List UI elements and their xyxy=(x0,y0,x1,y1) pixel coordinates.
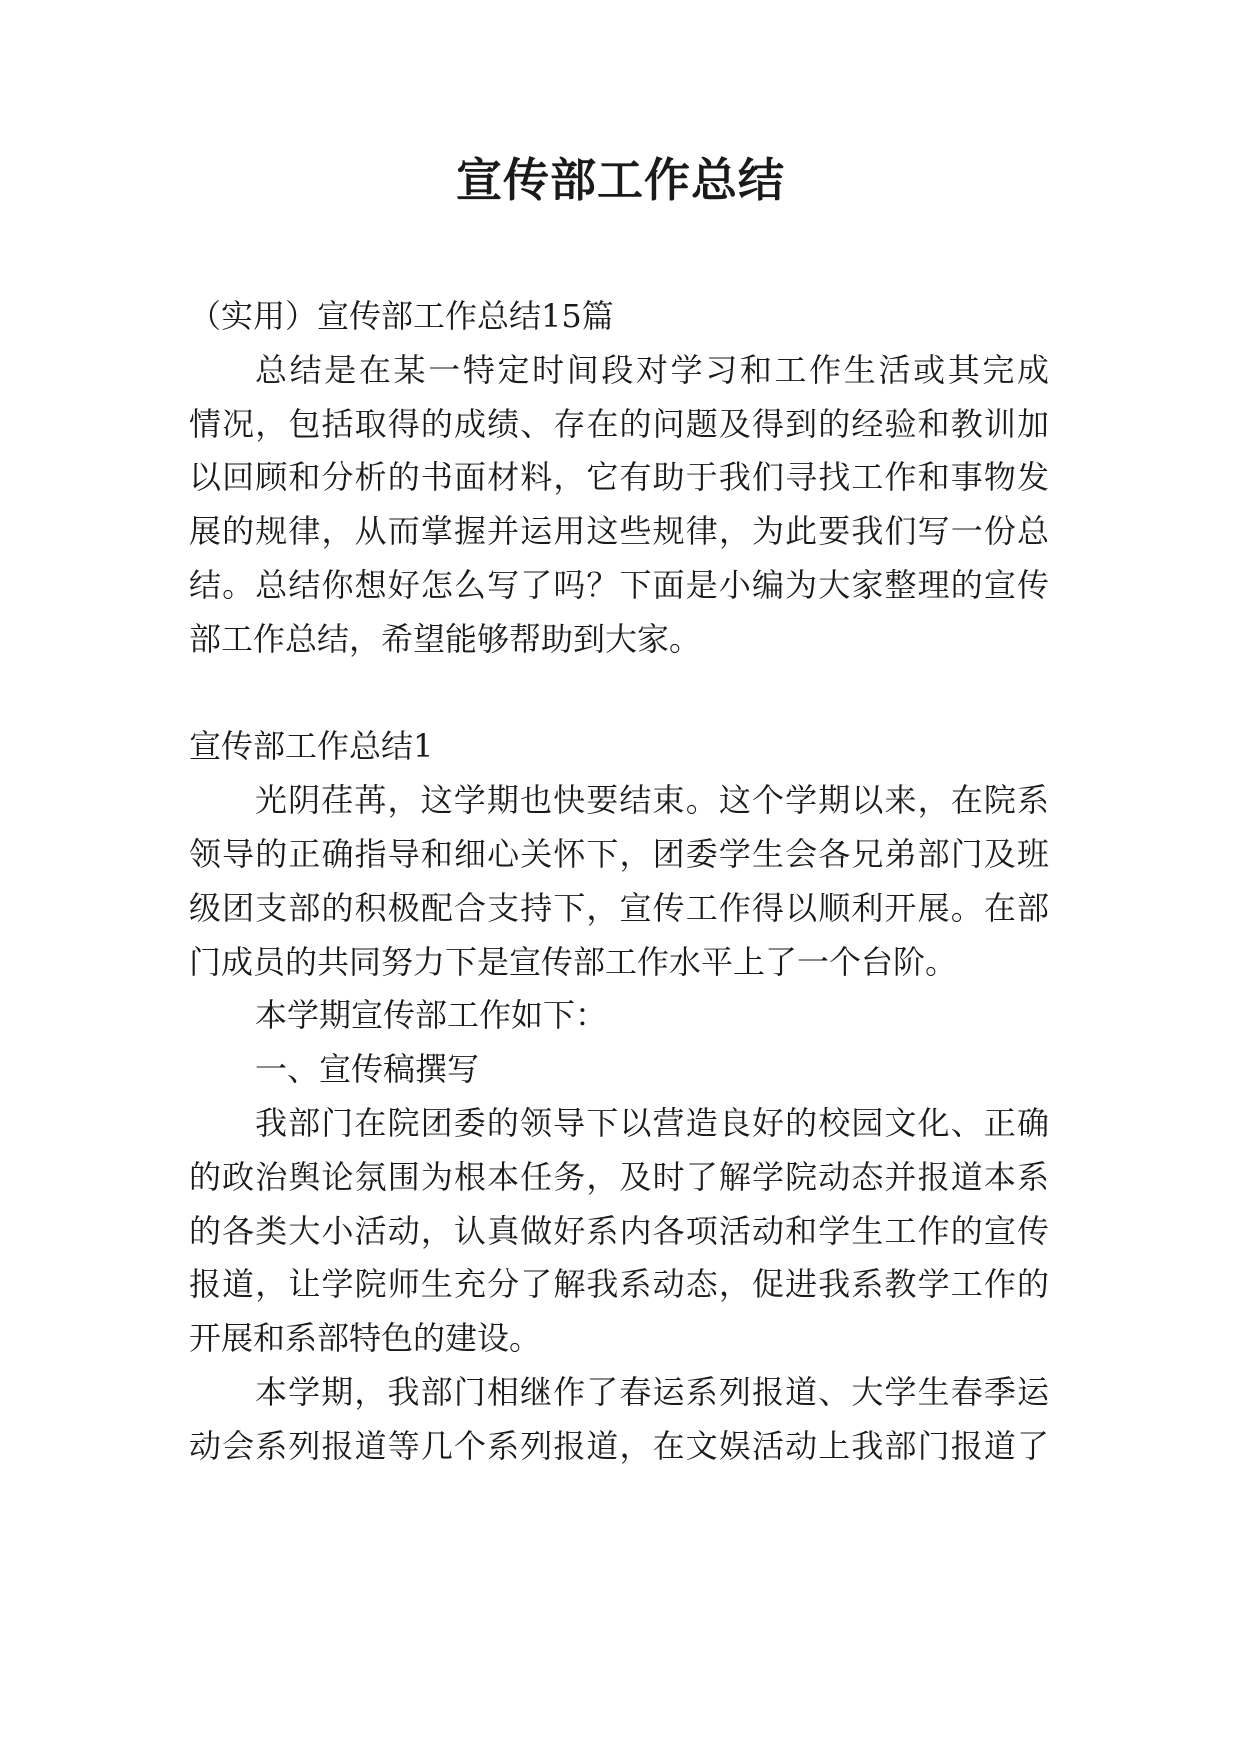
paragraph-line: 本学期，我部门相继作了春运系列报道、大学生春季运 xyxy=(255,1372,1049,1411)
paragraph-line: 的政治舆论氛围为根本任务，及时了解学院动态并报道本系 xyxy=(189,1157,1049,1196)
intro-paragraph xyxy=(189,344,1049,667)
intro-line: 展的规律，从而掌握并运用这些规律，为此要我们写一份总 xyxy=(189,512,1049,551)
list-item-heading: 一、宣传稿撰写 xyxy=(255,1050,480,1089)
document-body xyxy=(189,290,1049,1474)
section-heading: 宣传部工作总结1 xyxy=(189,727,434,766)
intro-line: 以回顾和分析的书面材料，它有助于我们寻找工作和事物发 xyxy=(189,458,1049,497)
document-title: 宣传部工作总结 xyxy=(456,153,785,207)
paragraph-line: 开展和系部特色的建设。 xyxy=(189,1319,542,1358)
paragraph-line: 领导的正确指导和细心关怀下，团委学生会各兄弟部门及班 xyxy=(189,834,1049,873)
intro-line: 部工作总结，希望能够帮助到大家。 xyxy=(189,619,702,658)
intro-line: 情况，包括取得的成绩、存在的问题及得到的经验和教训加 xyxy=(189,404,1049,443)
paragraph-4 xyxy=(189,1366,1049,1474)
paragraph-line: 的各类大小活动，认真做好系内各项活动和学生工作的宣传 xyxy=(189,1211,1049,1250)
paragraph-1 xyxy=(189,774,1049,989)
paragraph-3 xyxy=(189,1097,1049,1366)
paragraph-line: 报道，让学院师生充分了解我系动态，促进我系教学工作的 xyxy=(189,1265,1049,1304)
paragraph-line: 光阴荏苒，这学期也快要结束。这个学期以来，在院系 xyxy=(255,781,1049,820)
paragraph-line: 门成员的共同努力下是宣传部工作水平上了一个台阶。 xyxy=(189,942,958,981)
paragraph-gap xyxy=(189,667,1049,721)
intro-line: 总结是在某一特定时间段对学习和工作生活或其完成 xyxy=(255,350,1049,389)
intro-line: 结。总结你想好怎么写了吗？下面是小编为大家整理的宣传 xyxy=(189,565,1049,604)
paragraph-2: 本学期宣传部工作如下： xyxy=(255,996,608,1035)
paragraph-line: 级团支部的积极配合支持下，宣传工作得以顺利开展。在部 xyxy=(189,888,1049,927)
document-subtitle: （实用）宣传部工作总结15篇 xyxy=(189,297,614,335)
paragraph-line: 动会系列报道等几个系列报道，在文娱活动上我部门报道了 xyxy=(189,1426,1049,1465)
paragraph-line: 我部门在院团委的领导下以营造良好的校园文化、正确 xyxy=(255,1103,1049,1142)
